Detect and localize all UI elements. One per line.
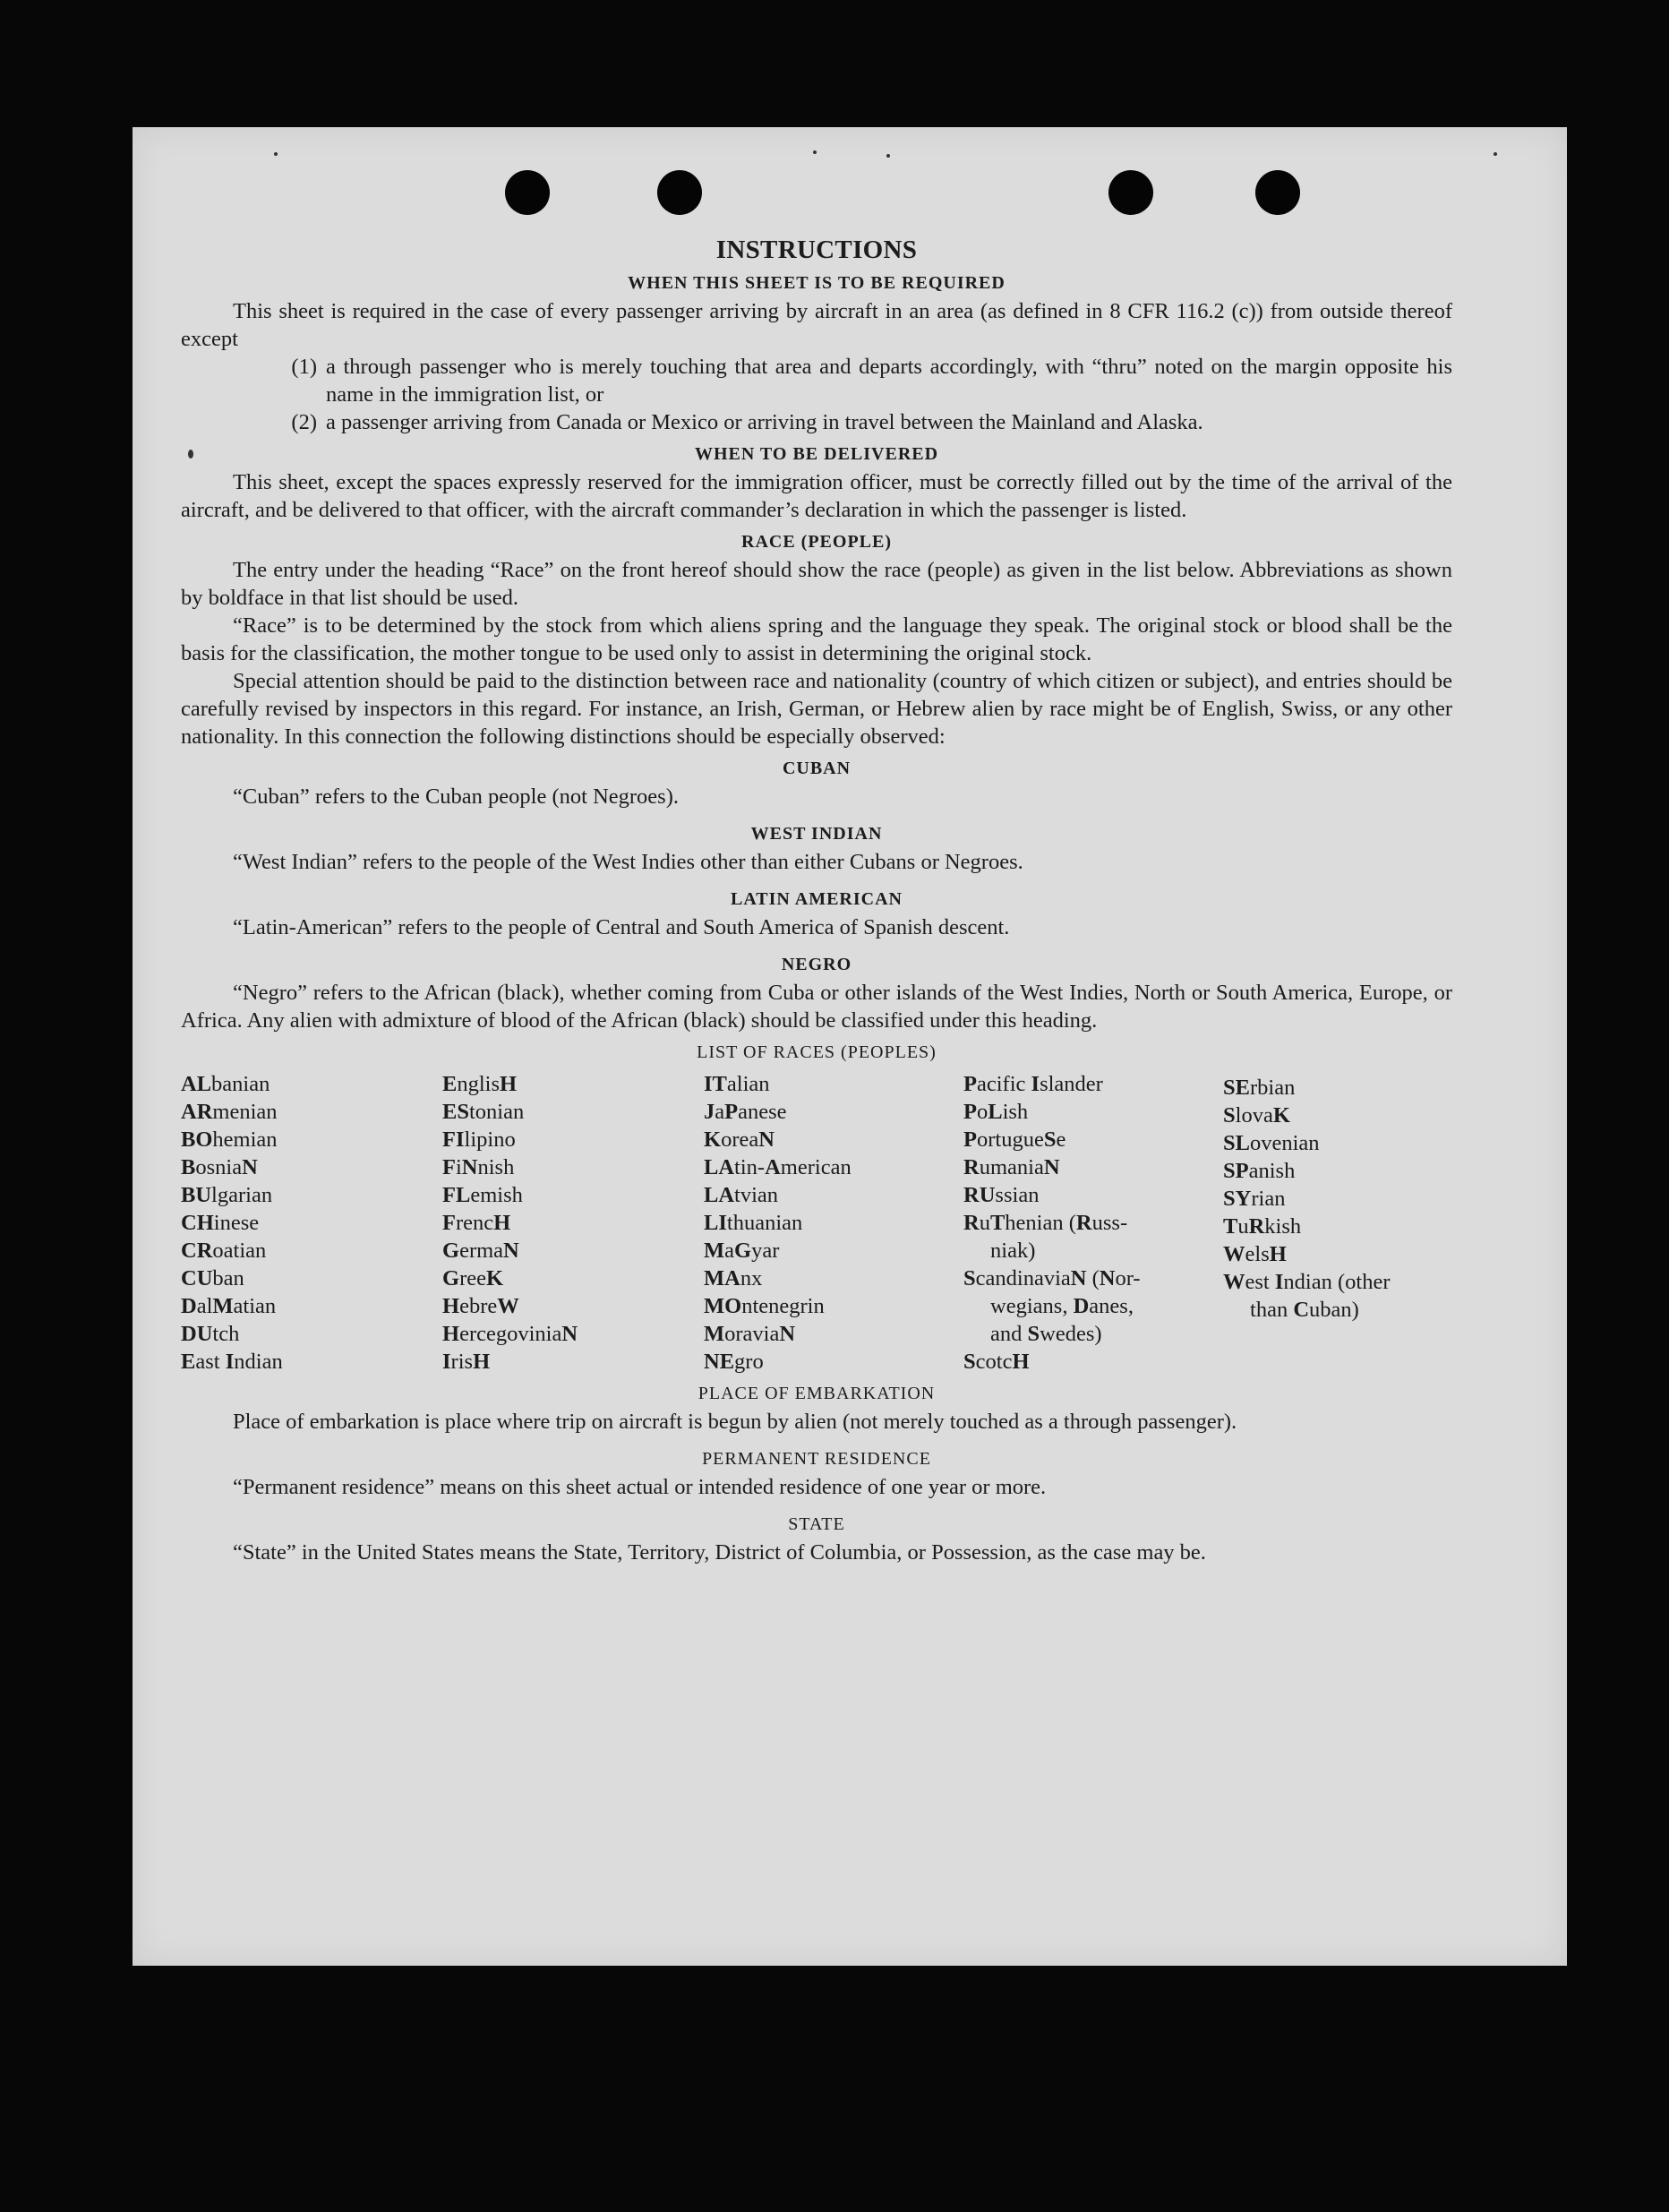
race-entry: ALbanian <box>181 1072 270 1096</box>
west-indian-text: “West Indian” refers to the people of the West Indies other than either Cubans or Negroes. <box>233 850 1023 874</box>
race-entry: CHinese <box>181 1211 260 1235</box>
section-heading-west-indian: WEST INDIAN <box>750 824 883 844</box>
race-entry: FrencH <box>442 1211 511 1235</box>
section-heading-residence: PERMANENT RESIDENCE <box>702 1449 931 1469</box>
race-entry: LAtin-American <box>704 1155 852 1179</box>
race-entry: KoreaN <box>704 1127 775 1152</box>
section-heading-state: STATE <box>788 1514 845 1534</box>
race-entry: SYrian <box>1223 1187 1286 1211</box>
race-entry: wegians, Danes, <box>990 1294 1134 1318</box>
paper-speck <box>886 154 890 158</box>
race-entry: BUlgarian <box>181 1183 273 1207</box>
race-entry: EnglisH <box>442 1072 518 1096</box>
section-heading-race: RACE (PEOPLE) <box>741 532 892 552</box>
race-entry: ScandinaviaN (Nor- <box>963 1266 1141 1290</box>
residence-text: “Permanent residence” means on this sheet actual or intended residence of one year or more. <box>233 1475 1047 1499</box>
exception-item: (1) a through passenger who is merely touching that area and departs accordingly, with “thru” noted on the margin opposite his name in the immigration list, or <box>291 355 1452 407</box>
race-entry: MoraviaN <box>704 1322 796 1346</box>
race-entry: and Swedes) <box>990 1322 1102 1346</box>
section-heading-negro: NEGRO <box>781 955 852 974</box>
races-column <box>1223 1070 1447 1376</box>
race-entry: SLovenian <box>1223 1131 1320 1155</box>
race-entry: than Cuban) <box>1250 1298 1359 1322</box>
embarkation-text: Place of embarkation is place where trip on aircraft is begun by alien (not merely touched as a through passenger). <box>233 1410 1237 1434</box>
race-entry: niak) <box>990 1239 1036 1263</box>
race-paragraph-2: “Race” is to be determined by the stock from which aliens spring and the language they speak. The original stock or blood shall be the basis for the classification, the mother tongue to be used only to assist in determining the original stock. <box>181 613 1452 665</box>
delivered-text: This sheet, except the spaces expressly reserved for the immigration officer, must be correctly filled out by the time of the arrival of the aircraft, and be delivered to that officer, with the aircraft commander’s declaration in which the passenger is listed. <box>181 470 1452 522</box>
race-entry: LIthuanian <box>704 1211 803 1235</box>
race-entry: JaPanese <box>704 1100 787 1124</box>
race-entry: ARmenian <box>181 1100 278 1124</box>
exception-item: (2) a passenger arriving from Canada or Mexico or arriving in travel between the Mainland and Alaska. <box>291 410 1203 434</box>
race-entry: SlovaK <box>1223 1103 1290 1127</box>
race-entry: West Indian (other <box>1223 1270 1391 1294</box>
race-entry: East Indian <box>181 1350 283 1374</box>
race-paragraph-1: The entry under the heading “Race” on the front hereof should show the race (people) as given in the list below. Abbreviations as shown by boldface in that list should be used. <box>181 558 1452 610</box>
races-column <box>181 1070 442 1376</box>
cuban-text: “Cuban” refers to the Cuban people (not Negroes). <box>233 784 679 809</box>
race-entry: EStonian <box>442 1100 525 1124</box>
races-column <box>704 1070 963 1376</box>
latin-american-text: “Latin-American” refers to the people of Central and South America of Spanish descent. <box>233 915 1010 939</box>
race-entry: HercegoviniaN <box>442 1322 578 1346</box>
races-list <box>181 1070 1452 1376</box>
race-entry: FIlipino <box>442 1127 516 1152</box>
section-heading-delivered: WHEN TO BE DELIVERED <box>694 444 939 464</box>
race-entry: CUban <box>181 1266 244 1290</box>
race-entry: IrisH <box>442 1350 491 1374</box>
page-title: INSTRUCTIONS <box>715 236 918 264</box>
race-entry: DUtch <box>181 1322 240 1346</box>
punch-hole <box>657 170 702 215</box>
punch-hole <box>505 170 550 215</box>
race-entry: PoLish <box>963 1100 1029 1124</box>
race-entry: ScotcH <box>963 1350 1030 1374</box>
race-entry: DalMatian <box>181 1294 277 1318</box>
race-entry: FLemish <box>442 1183 523 1207</box>
race-entry: SErbian <box>1223 1076 1296 1100</box>
document-sheet <box>133 127 1567 1966</box>
section-heading-cuban: CUBAN <box>782 759 852 778</box>
race-entry: HebreW <box>442 1294 519 1318</box>
punch-hole <box>1255 170 1300 215</box>
section-heading-latin-american: LATIN AMERICAN <box>731 889 903 909</box>
races-column <box>442 1070 704 1376</box>
race-paragraph-3: Special attention should be paid to the distinction between race and nationality (country of which citizen or subject), and entries should be carefully revised by inspectors in this regard. For instance, an Irish, German, or Hebrew alien by race might be of English, Swiss, or any other nationality. In this connection the following distinctions should be especially observed: <box>181 669 1452 749</box>
paper-speck <box>274 152 278 156</box>
race-entry: TuRkish <box>1223 1214 1302 1239</box>
race-entry: BOhemian <box>181 1127 278 1152</box>
race-entry: SPanish <box>1223 1159 1296 1183</box>
race-entry: ITalian <box>704 1072 770 1096</box>
required-intro: This sheet is required in the case of every passenger arriving by aircraft in an area (as defined in 8 CFR 116.2 (c)) from outside thereof except <box>181 299 1452 351</box>
race-entry: Pacific Islander <box>963 1072 1103 1096</box>
race-entry: RUssian <box>963 1183 1040 1207</box>
state-text: “State” in the United States means the State, Territory, District of Columbia, or Possession, as the case may be. <box>233 1540 1206 1565</box>
punch-hole <box>1108 170 1153 215</box>
race-entry: MOntenegrin <box>704 1294 825 1318</box>
paper-speck <box>1494 152 1497 156</box>
race-entry: GreeK <box>442 1266 504 1290</box>
race-entry: MaGyar <box>704 1239 780 1263</box>
race-entry: GermaN <box>442 1239 519 1263</box>
negro-text: “Negro” refers to the African (black), whether coming from Cuba or other islands of the West Indies, North or South America, Europe, or Africa. Any alien with admixture of blood of the African (black) should be classified under this heading. <box>181 981 1452 1033</box>
race-entry: MAnx <box>704 1266 763 1290</box>
race-entry: FiNnish <box>442 1155 515 1179</box>
race-entry: LAtvian <box>704 1183 779 1207</box>
section-heading-embarkation: PLACE OF EMBARKATION <box>698 1384 936 1403</box>
race-entry: WelsH <box>1223 1242 1287 1266</box>
race-entry: BosniaN <box>181 1155 258 1179</box>
instructions-content <box>181 235 1452 1566</box>
race-entry: RuThenian (Russ- <box>963 1211 1128 1235</box>
section-heading-required: WHEN THIS SHEET IS TO BE REQUIRED <box>628 273 1006 293</box>
paper-speck <box>813 150 817 154</box>
race-entry: RumaniaN <box>963 1155 1060 1179</box>
races-column <box>963 1070 1223 1376</box>
race-entry: NEgro <box>704 1350 764 1374</box>
race-entry: PortugueSe <box>963 1127 1066 1152</box>
race-entry: CRoatian <box>181 1239 267 1263</box>
list-of-races-heading: LIST OF RACES (PEOPLES) <box>697 1042 937 1062</box>
